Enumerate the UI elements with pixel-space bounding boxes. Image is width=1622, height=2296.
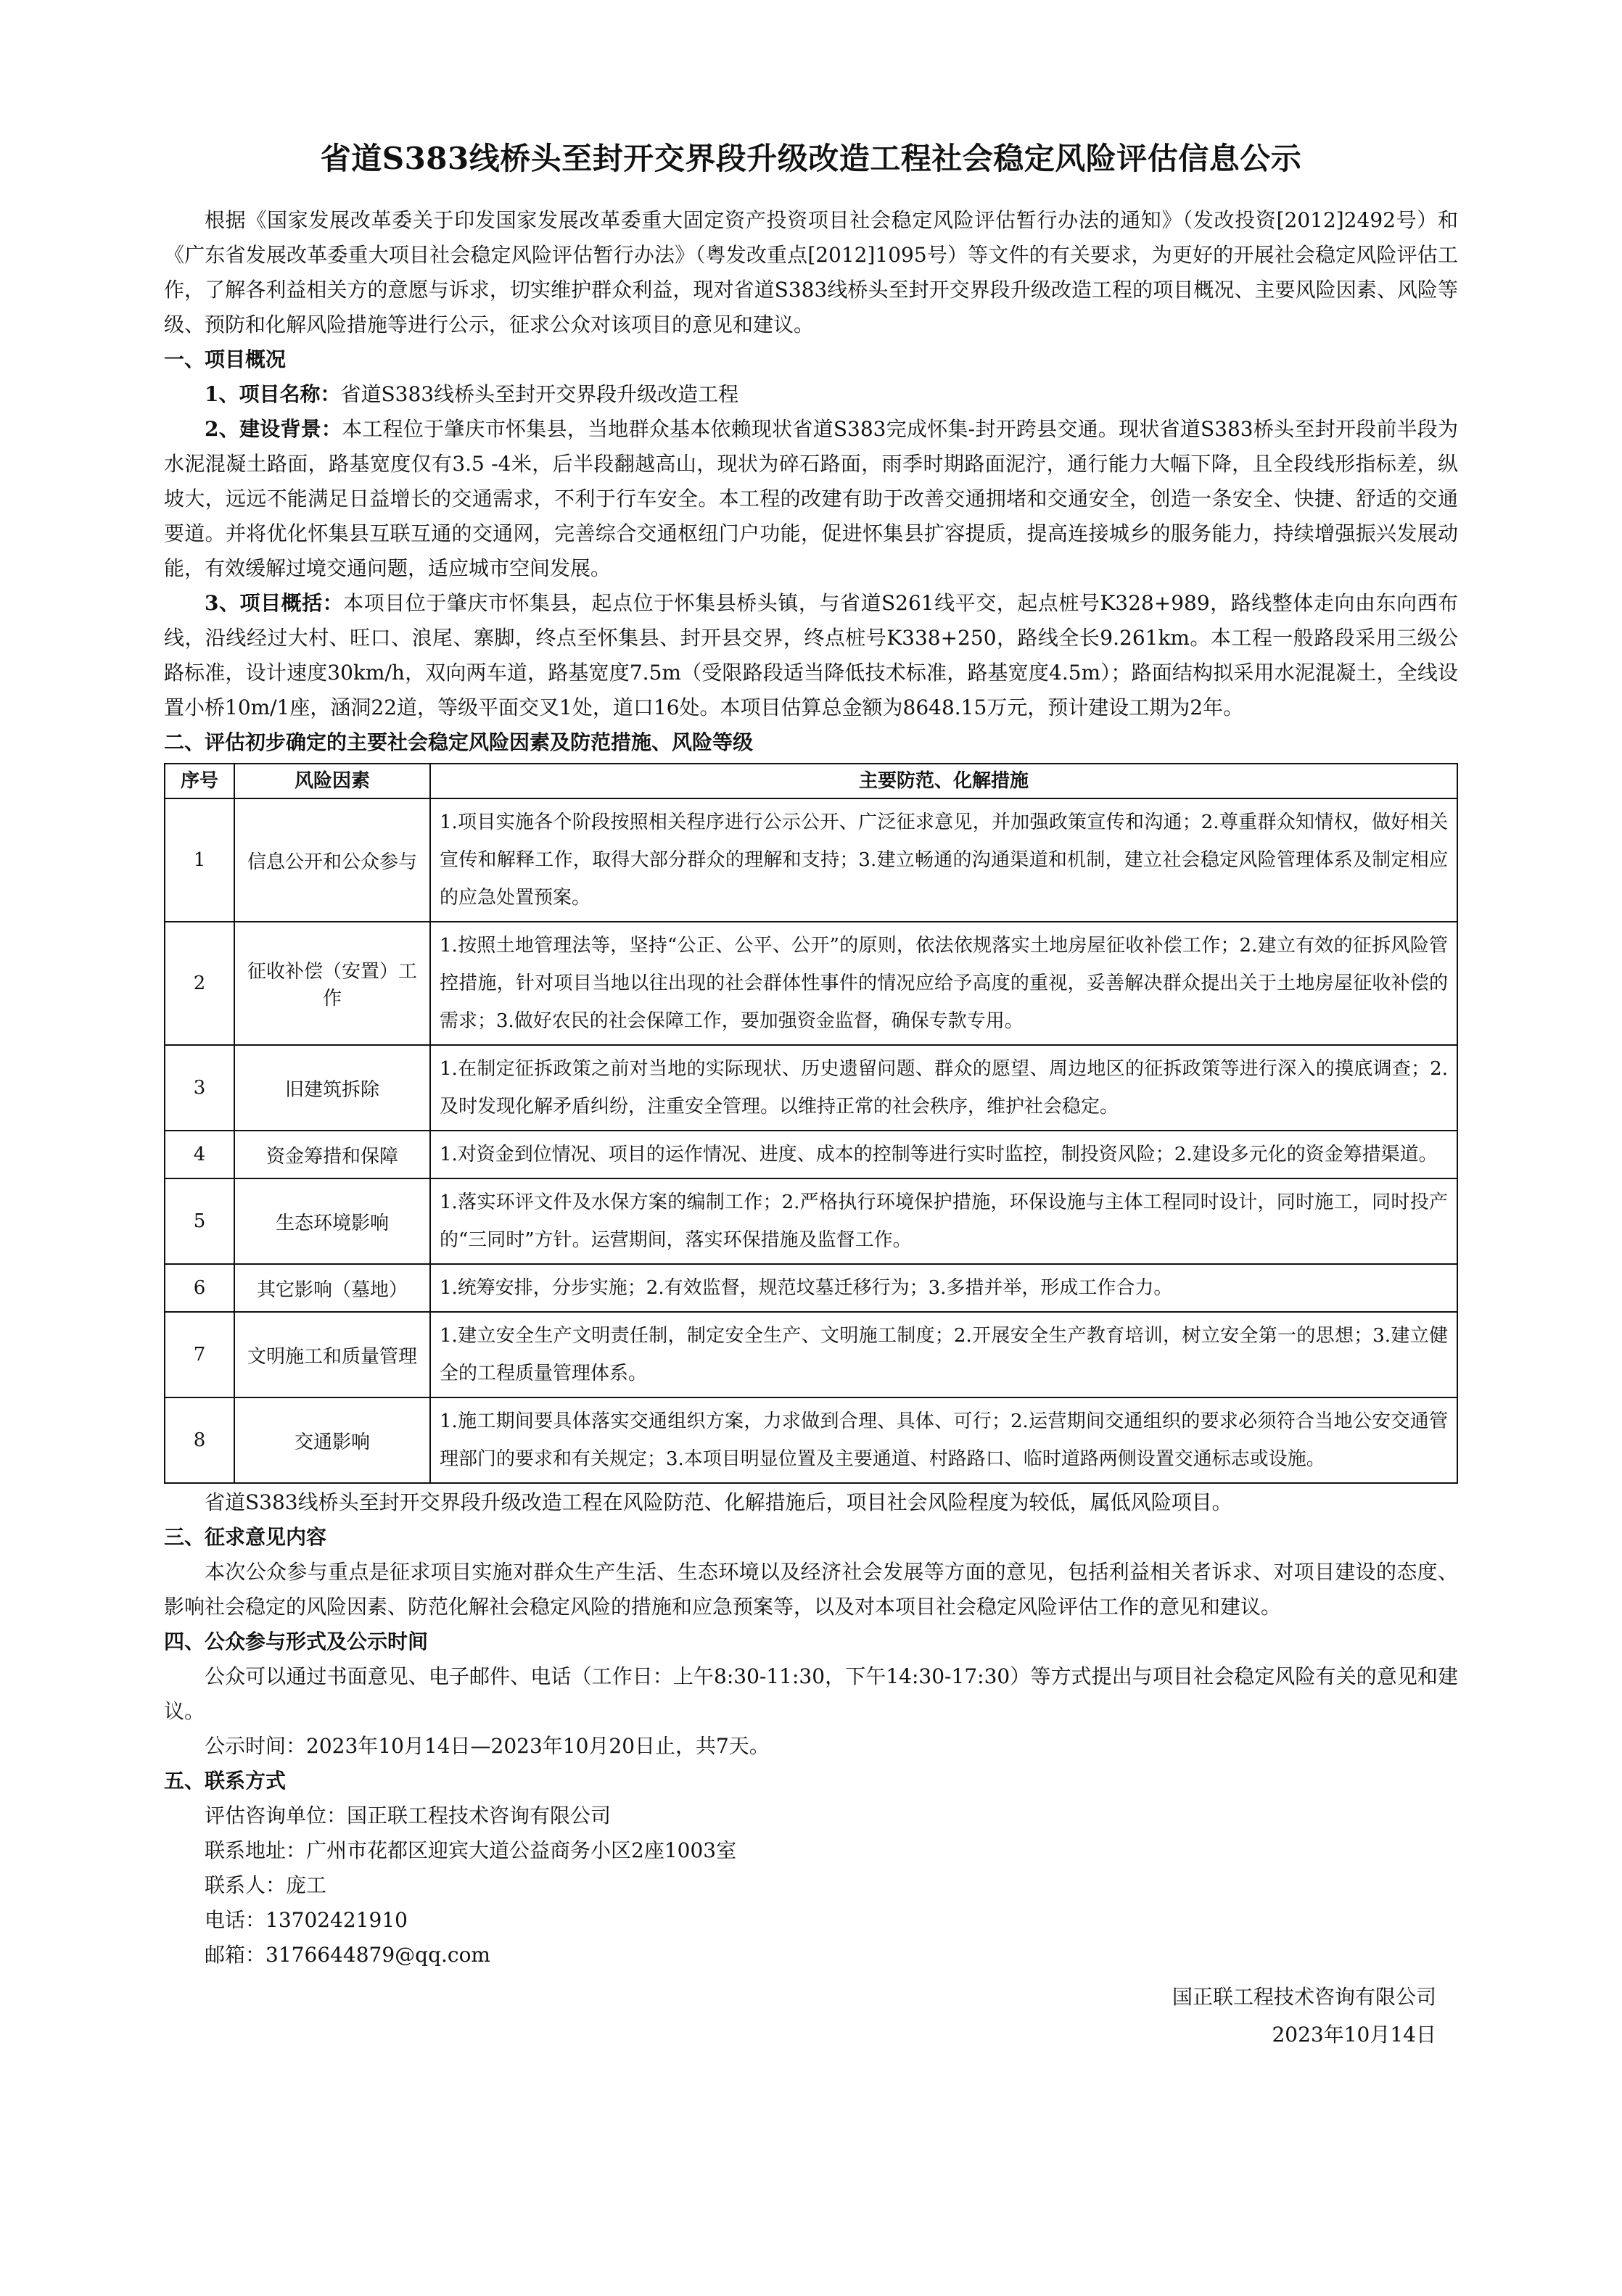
table-row xyxy=(165,1312,1457,1397)
row-measure: 1.统筹安排，分步实施；2.有效监督，规范坟墓迁移行为；3.多措并举，形成工作合力。 xyxy=(430,1264,1457,1312)
background-label: 2、建设背景： xyxy=(205,417,342,441)
overview-paragraph xyxy=(164,586,1458,725)
project-name-label: 1、项目名称： xyxy=(205,382,341,406)
risk-table xyxy=(164,763,1458,1484)
row-no: 4 xyxy=(165,1131,234,1178)
page-title: 省道S383线桥头至封开交界段升级改造工程社会稳定风险评估信息公示 xyxy=(320,141,1302,176)
row-no: 1 xyxy=(165,798,234,922)
row-factor: 生态环境影响 xyxy=(234,1178,430,1264)
intro-paragraph: 根据《国家发展改革委关于印发国家发展改革委重大固定资产投资项目社会稳定风险评估暂行办法的通知》（发改投资[2012]2492号）和《广东省发展改革委重大项目社会稳定风险评估暂行办法》（粤发改重点[2012]1095号）等文件的有关要求，为更好的开展社会稳定风险评估工作，了解各利益相关方的意愿与诉求，切实维护群众利益，现对省道S383线桥头至封开交界段升级改造工程的项目概况、主要风险因素、风险等级、预防和化解风险措施等进行公示，征求公众对该项目的意见和建议。 xyxy=(164,208,1458,336)
contact-address: 联系地址：广州市花都区迎宾大道公益商务小区2座1003室 xyxy=(205,1838,737,1862)
row-measure: 1.建立安全生产文明责任制，制定安全生产、文明施工制度；2.开展安全生产教育培训，树立安全第一的思想；3.建立健全的工程质量管理体系。 xyxy=(430,1312,1457,1397)
project-name-paragraph xyxy=(164,377,1458,412)
table-row xyxy=(165,1131,1457,1178)
row-measure: 1.落实环评文件及水保方案的编制工作；2.严格执行环境保护措施，环保设施与主体工程同时设计，同时施工，同时投产的“三同时”方针。运营期间，落实环保措施及监督工作。 xyxy=(430,1178,1457,1264)
row-measure: 1.对资金到位情况、项目的运作情况、进度、成本的控制等进行实时监控，制投资风险；2.建设多元化的资金筹措渠道。 xyxy=(430,1131,1457,1178)
row-measure: 1.在制定征拆政策之前对当地的实际现状、历史遗留问题、群众的愿望、周边地区的征拆政策等进行深入的摸底调查；2.及时发现化解矛盾纠纷，注重安全管理。以维持正常的社会秩序，维护社会稳定。 xyxy=(430,1045,1457,1131)
section-3-heading: 三、征求意见内容 xyxy=(164,1525,327,1549)
row-measure: 1.施工期间要具体落实交通组织方案，力求做到合理、具体、可行；2.运营期间交通组织的要求必须符合当地公安交通管理部门的要求和有关规定；3.本项目明显位置及主要通道、村路路口、临时道路两侧设置交通标志或设施。 xyxy=(430,1397,1457,1483)
background-text: 本工程位于肇庆市怀集县，当地群众基本依赖现状省道S383完成怀集-封开跨县交通。现状省道S383桥头至封开段前半段为水泥混凝土路面，路基宽度仅有3.5 -4米，后半段翻越高山，现状为碎石路面，雨季时期路面泥泞，通行能力大幅下降，且全段线形指标差，纵坡大，远远不能满足日益增长的交通需求，不利于行车安全。本工程的改建有助于改善交通拥堵和交通安全，创造一条安全、快捷、舒适的交通要道。并将优化怀集县互联互通的交通网，完善综合交通枢纽门户功能，促进怀集县扩容提质，提高连接城乡的服务能力，持续增强振兴发展动能，有效缓解过境交通问题，适应城市空间发展。 xyxy=(164,417,1459,580)
table-row xyxy=(165,1397,1457,1483)
contact-phone: 电话：13702421910 xyxy=(205,1908,408,1932)
risk-table-header-row xyxy=(165,764,1457,798)
table-row xyxy=(165,1264,1457,1312)
row-factor: 征收补偿（安置）工作 xyxy=(234,922,430,1045)
project-name-text: 省道S383线桥头至封开交界段升级改造工程 xyxy=(340,382,739,406)
row-factor: 文明施工和质量管理 xyxy=(234,1312,430,1397)
overview-text: 本项目位于肇庆市怀集县，起点位于怀集县桥头镇，与省道S261线平交，起点桩号K328+989，路线整体走向由东向西布线，沿线经过大村、旺口、浪尾、寨脚，终点至怀集县、封开县交界，终点桩号K338+250，路线全长9.261km。本工程一般路段采用三级公路标准，设计速度30km/h，双向两车道，路基宽度7.5m（受限路段适当降低技术标准，路基宽度4.5m）；路面结构拟采用水泥混凝土，全线设置小桥10m/1座，涵洞22道，等级平面交叉1处，道口16处。本项目估算总金额为8648.15万元，预计建设工期为2年。 xyxy=(164,591,1458,719)
section-1-heading: 一、项目概况 xyxy=(164,347,287,371)
notice-period: 公示时间：2023年10月14日—2023年10月20日止，共7天。 xyxy=(205,1734,770,1758)
signature-company: 国正联工程技术咨询有限公司 xyxy=(1172,1985,1436,2009)
contact-person: 联系人：庞工 xyxy=(205,1873,327,1897)
section-4-heading: 四、公众参与形式及公示时间 xyxy=(164,1630,429,1653)
header-factor: 风险因素 xyxy=(234,764,430,798)
participation-paragraph: 公众可以通过书面意见、电子邮件、电话（工作日：上午8:30-11:30，下午14:30-17:30）等方式提出与项目社会稳定风险有关的意见和建议。 xyxy=(164,1664,1458,1723)
row-factor: 旧建筑拆除 xyxy=(234,1045,430,1131)
row-factor: 信息公开和公众参与 xyxy=(234,798,430,922)
row-factor: 交通影响 xyxy=(234,1397,430,1483)
header-no: 序号 xyxy=(165,764,234,798)
row-no: 6 xyxy=(165,1264,234,1312)
table-row xyxy=(165,798,1457,922)
row-measure: 1.项目实施各个阶段按照相关程序进行公示公开、广泛征求意见，并加强政策宣传和沟通；2.尊重群众知情权，做好相关宣传和解释工作，取得大部分群众的理解和支持；3.建立畅通的沟通渠道和机制，建立社会稳定风险管理体系及制定相应的应急处置预案。 xyxy=(430,798,1457,922)
background-paragraph xyxy=(164,412,1458,586)
header-measure: 主要防范、化解措施 xyxy=(430,764,1457,798)
table-row xyxy=(165,1045,1457,1131)
row-measure: 1.按照土地管理法等，坚持“公正、公平、公开”的原则，依法依规落实土地房屋征收补偿工作；2.建立有效的征拆风险管控措施，针对项目当地以往出现的社会群体性事件的情况应给予高度的重视，妥善解决群众提出关于土地房屋征收补偿的需求；3.做好农民的社会保障工作，要加强资金监督，确保专款专用。 xyxy=(430,922,1457,1045)
row-factor: 其它影响（墓地） xyxy=(234,1264,430,1312)
document-page xyxy=(164,128,1458,2054)
row-factor: 资金筹措和保障 xyxy=(234,1131,430,1178)
consultation-paragraph: 本次公众参与重点是征求项目实施对群众生产生活、生态环境以及经济社会发展等方面的意见，包括利益相关者诉求、对项目建设的态度、影响社会稳定的风险因素、防范化解社会稳定风险的措施和应急预案等，以及对本项目社会稳定风险评估工作的意见和建议。 xyxy=(164,1560,1458,1619)
risk-conclusion: 省道S383线桥头至封开交界段升级改造工程在风险防范、化解措施后，项目社会风险程度为较低，属低风险项目。 xyxy=(205,1490,1232,1514)
row-no: 5 xyxy=(165,1178,234,1264)
row-no: 3 xyxy=(165,1045,234,1131)
contact-unit: 评估咨询单位：国正联工程技术咨询有限公司 xyxy=(205,1804,612,1828)
table-row xyxy=(165,922,1457,1045)
contact-email: 邮箱：3176644879@qq.com xyxy=(205,1943,490,1967)
row-no: 8 xyxy=(165,1397,234,1483)
row-no: 2 xyxy=(165,922,234,1045)
signature-date: 2023年10月14日 xyxy=(1272,2023,1436,2047)
table-row xyxy=(165,1178,1457,1264)
section-2-heading: 二、评估初步确定的主要社会稳定风险因素及防范措施、风险等级 xyxy=(164,730,754,754)
row-no: 7 xyxy=(165,1312,234,1397)
section-5-heading: 五、联系方式 xyxy=(164,1769,287,1793)
overview-label: 3、项目概括： xyxy=(205,591,344,615)
signature-block xyxy=(164,1978,1458,2054)
